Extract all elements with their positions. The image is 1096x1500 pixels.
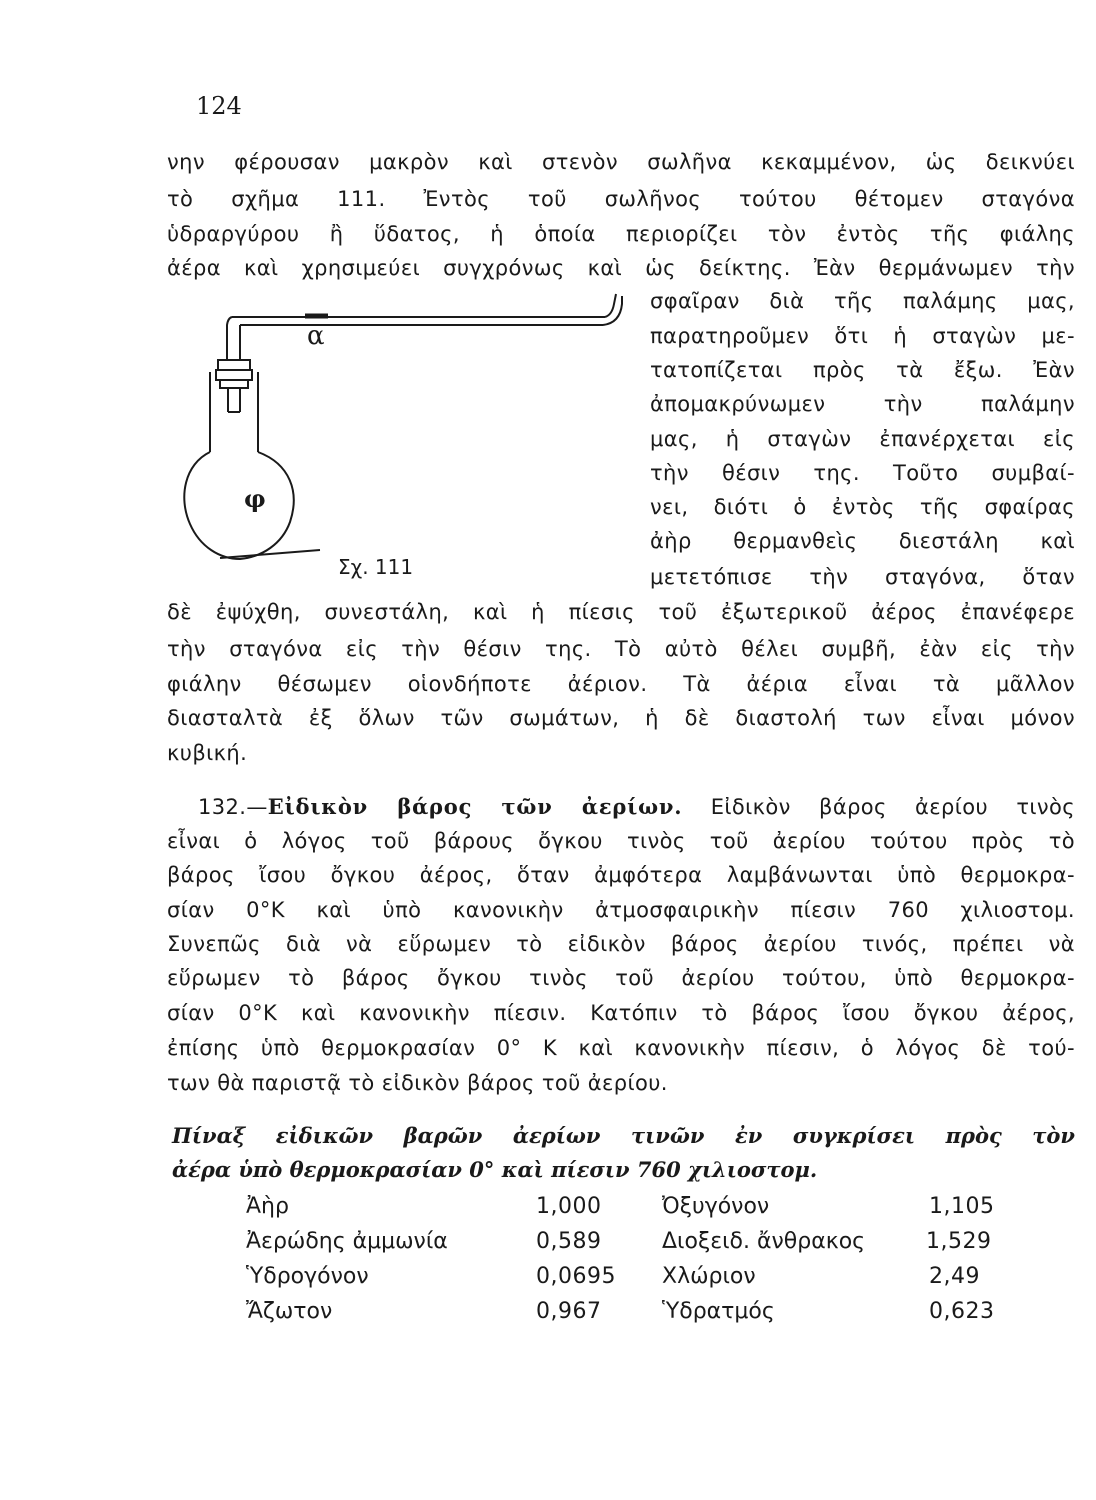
table-cell-name: Ὑδρατμός: [662, 1299, 775, 1324]
text-line: βάρος ἴσου ὄγκου ἀέρος, ὅταν ἀμφότερα λαμβάνωνται ὑπὸ θερμοκρα-: [167, 863, 1075, 887]
label-phi: φ: [244, 484, 266, 513]
table-cell-name: Ἀερώδης ἀμμωνία: [246, 1229, 448, 1254]
text-line: ἀπομακρύνωμεν τὴν παλάμην: [650, 392, 1075, 416]
table-cell-name: Χλώριον: [662, 1264, 756, 1289]
text-line: εἶναι ὁ λόγος τοῦ βάρους ὄγκου τινὸς τοῦ ἀερίου τούτου πρὸς τὸ: [167, 829, 1075, 853]
text-line: τὸ σχῆμα 111. Ἐντὸς τοῦ σωλῆνος τούτου θέτομεν σταγόνα: [167, 187, 1075, 211]
text-line: ἀέρα καὶ χρησιμεύει συγχρόνως καὶ ὡς δείκτης. Ἐὰν θερμάνωμεν τὴν: [167, 256, 1075, 280]
table-cell-value: 2,49: [929, 1264, 980, 1289]
table-cell-value: 1,000: [536, 1194, 602, 1219]
text-line: διασταλτὰ ἐξ ὅλων τῶν σωμάτων, ἡ δὲ διαστολή των εἶναι μόνον: [167, 706, 1075, 730]
section-number: 132.—: [198, 795, 268, 819]
text-line: τὴν σταγόνα εἰς τὴν θέσιν της. Τὸ αὐτὸ θέλει συμβῆ, ἐὰν εἰς τὴν: [167, 637, 1075, 661]
section-title: Εἰδικὸν βάρος τῶν ἀερίων.: [267, 794, 683, 819]
text-line: τατοπίζεται πρὸς τὰ ἔξω. Ἐὰν: [650, 358, 1075, 382]
table-cell-name: Ἀὴρ: [246, 1194, 289, 1219]
table-title: Πίναξ εἰδικῶν βαρῶν ἀερίων τινῶν ἐν συγκρίσει πρὸς τὸν: [172, 1123, 1075, 1148]
text-line: μας, ἡ σταγὼν ἐπανέρχεται εἰς: [650, 427, 1075, 451]
text-line: ἐπίσης ὑπὸ θερμοκρασίαν 0° Κ καὶ κανονικὴν πίεσιν, ὁ λόγος δὲ τού-: [167, 1036, 1075, 1060]
text-line: δὲ ἐψύχθη, συνεστάλη, καὶ ἡ πίεσις τοῦ ἐξωτερικοῦ ἀέρος ἐπανέφερε: [167, 600, 1075, 624]
text-line: τὴν θέσιν της. Τοῦτο συμβαί-: [650, 461, 1075, 485]
text-line: νει, διότι ὁ ἐντὸς τῆς σφαίρας: [650, 495, 1075, 519]
table-cell-value: 0,0695: [536, 1264, 616, 1289]
text-line: σίαν 0°Κ καὶ ὑπὸ κανονικὴν ἀτμοσφαιρικὴν πίεσιν 760 χιλιοστομ.: [167, 898, 1075, 922]
table-cell-name: Ἄζωτον: [246, 1299, 333, 1324]
section-heading-line: [198, 794, 1075, 819]
text-line: σίαν 0°Κ καὶ κανονικὴν πίεσιν. Κατόπιν τὸ βάρος ἴσου ὄγκου ἀέρος,: [167, 1001, 1075, 1025]
figure-caption: Σχ. 111: [338, 555, 414, 579]
text-line: ἀὴρ θερμανθεὶς διεστάλη καὶ: [650, 529, 1075, 553]
table-cell-value: 1,529: [926, 1229, 992, 1254]
table-cell-value: 1,105: [929, 1194, 995, 1219]
text-line: ὑδραργύρου ἢ ὕδατος, ἡ ὁποία περιορίζει τὸν ἐντὸς τῆς φιάλης: [167, 222, 1075, 246]
text-line: παρατηροῦμεν ὅτι ἡ σταγὼν με-: [650, 324, 1075, 348]
text-fragment: Εἰδικὸν βάρος ἀερίου τινὸς: [710, 795, 1075, 819]
text-line: σφαῖραν διὰ τῆς παλάμης μας,: [650, 289, 1075, 313]
table-cell-name: Ὀξυγόνον: [662, 1194, 770, 1219]
flask-figure: [180, 292, 630, 582]
table-cell-name: Ὑδρογόνον: [246, 1264, 369, 1289]
page-number: 124: [196, 92, 242, 120]
table-cell-value: 0,623: [929, 1299, 995, 1324]
text-line: νην φέρουσαν μακρὸν καὶ στενὸν σωλῆνα κεκαμμένον, ὡς δεικνύει: [167, 150, 1075, 174]
text-line: κυβική.: [167, 741, 248, 765]
text-line: εὕρωμεν τὸ βάρος ὄγκου τινὸς τοῦ ἀερίου τούτου, ὑπὸ θερμοκρα-: [167, 966, 1075, 990]
text-line: φιάλην θέσωμεν οἱονδήποτε ἀέριον. Τὰ ἀέρια εἶναι τὰ μᾶλλον: [167, 672, 1075, 696]
table-title-cont: ἀέρα ὑπὸ θερμοκρασίαν 0° καὶ πίεσιν 760 χιλιοστομ.: [172, 1157, 818, 1182]
text-line: Συνεπῶς διὰ νὰ εὕρωμεν τὸ εἰδικὸν βάρος ἀερίου τινός, πρέπει νὰ: [167, 932, 1075, 956]
text-line: των θὰ παριστᾷ τὸ εἰδικὸν βάρος τοῦ ἀερίου.: [167, 1071, 668, 1095]
table-cell-value: 0,589: [536, 1229, 602, 1254]
table-cell-name: Διοξειδ. ἄνθρακος: [662, 1229, 866, 1254]
table-cell-value: 0,967: [536, 1299, 602, 1324]
text-line: μετετόπισε τὴν σταγόνα, ὅταν: [650, 565, 1075, 589]
label-a: α: [307, 321, 325, 351]
